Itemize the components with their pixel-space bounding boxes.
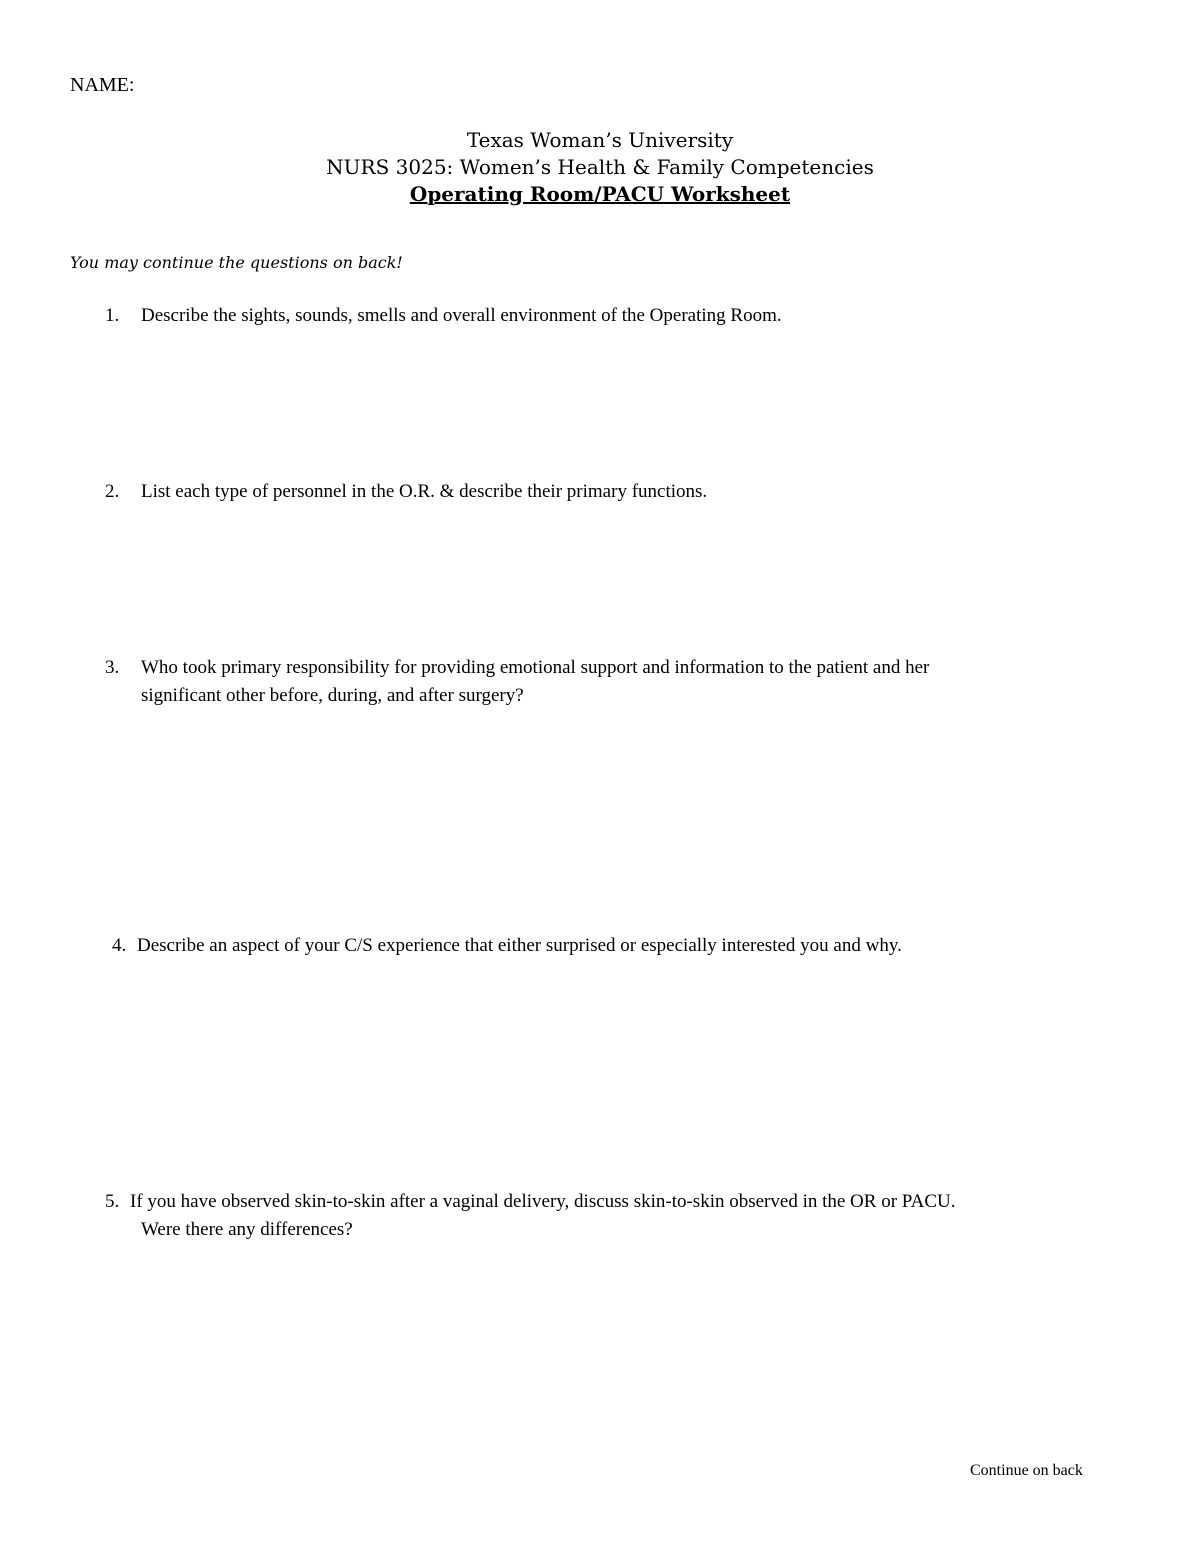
question-text: Who took primary responsibility for providing emotional support and information to the patient and her [141,657,930,678]
course-title: NURS 3025: Women’s Health & Family Competencies [326,155,874,179]
university-name: Texas Woman’s University [466,128,734,152]
question-number: 3. [105,657,120,678]
question-number: 1. [105,305,120,326]
worksheet-title: Operating Room/PACU Worksheet [409,182,791,206]
question-5 [105,1188,1135,1248]
question-number: 4. [112,935,127,956]
question-3 [105,654,1115,714]
question-text-continued: Were there any differences? [141,1219,353,1240]
question-1 [105,302,1115,332]
question-text-continued: significant other before, during, and after surgery? [141,685,524,706]
question-2 [105,478,1115,508]
question-text: Describe an aspect of your C/S experience that either surprised or especially interested you and why. [137,935,902,956]
question-number: 2. [105,481,120,502]
question-text: Describe the sights, sounds, smells and overall environment of the Operating Room. [141,305,782,326]
question-text: List each type of personnel in the O.R. & describe their primary functions. [141,481,708,502]
question-4 [112,932,1122,962]
instruction-text: You may continue the questions on back! [70,253,403,272]
question-number: 5. [105,1191,120,1212]
continue-on-back-note: Continue on back [970,1462,1083,1479]
name-label: NAME: [70,74,135,96]
question-text: If you have observed skin-to-skin after a vaginal delivery, discuss skin-to-skin observed in the OR or PACU. [130,1191,956,1212]
